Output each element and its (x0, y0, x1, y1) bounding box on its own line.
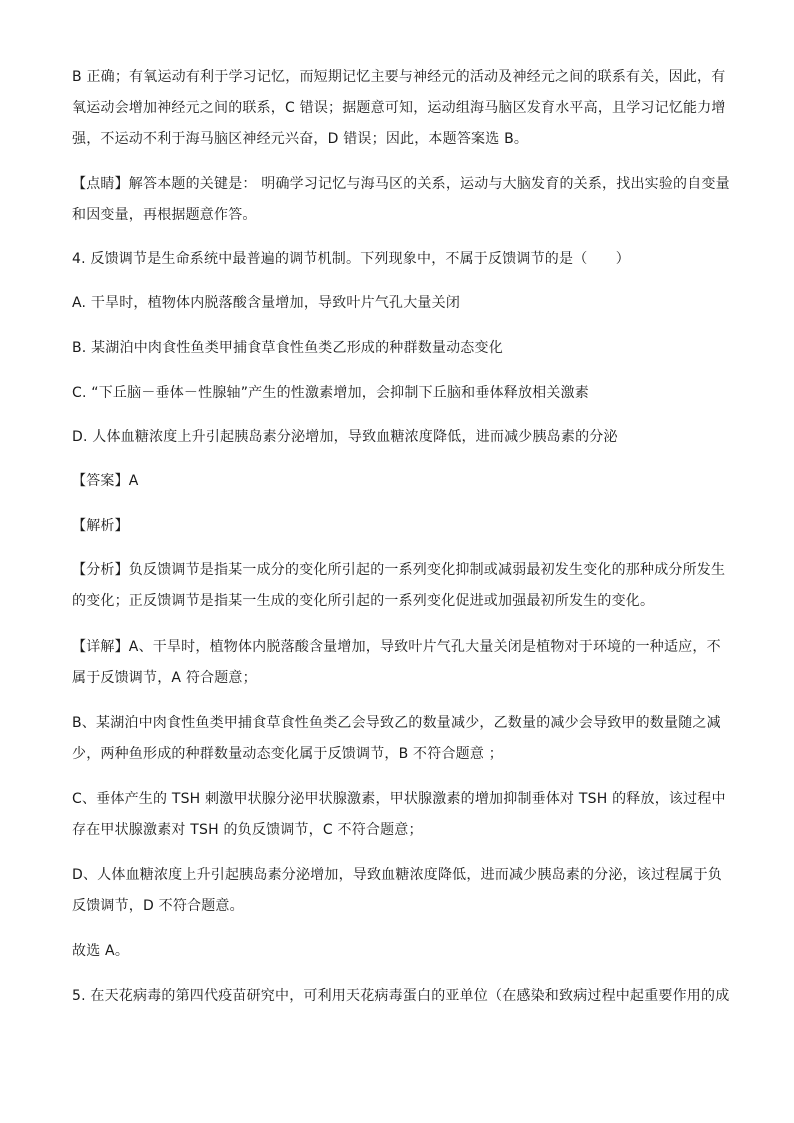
question-4-stem: 4. 反馈调节是生命系统中最普遍的调节机制。下列现象中，不属于反馈调节的是（ ） (72, 251, 631, 267)
text-line: D、人体血糖浓度上升引起胰岛素分泌增加，导致血糖浓度降低，进而减少胰岛素的分泌，该过程属于负 (72, 867, 722, 883)
paragraph-xiangjie-c (72, 784, 732, 846)
text-line: 少，两种鱼形成的种群数量动态变化属于反馈调节，B 不符合题意 ； (72, 746, 503, 762)
conclusion-line: 故选 A。 (72, 943, 130, 959)
paragraph-xiangjie-a (72, 632, 732, 694)
text-line: 氧运动会增加神经元之间的联系，C 错误；据题意可知，运动组海马脑区发育水平高，且学习记忆能力增 (72, 100, 726, 116)
text-line: 【点睛】解答本题的关键是： 明确学习记忆与海马区的关系，运动与大脑发育的关系，找出实验的自变量 (72, 176, 730, 192)
text-line: 反馈调节，D 不符合题意。 (72, 898, 244, 914)
question-5-stem: 5. 在天花病毒的第四代疫苗研究中，可利用天花病毒蛋白的亚单位（在感染和致病过程中起重要作用的成 (72, 988, 730, 1004)
text-line: 和因变量，再根据题意作答。 (72, 207, 257, 223)
text-line: 【分析】负反馈调节是指某一成分的变化所引起的一系列变化抑制或减弱最初发生变化的那种成分所发生 (72, 562, 726, 578)
text-line: 强，不运动不利于海马脑区神经元兴奋，D 错误；因此，本题答案选 B。 (72, 131, 529, 147)
text-line: 的变化；正反馈调节是指某一生成的变化所引起的一系列变化促进或加强最初所发生的变化。 (72, 593, 655, 609)
text-line: C、垂体产生的 TSH 刺激甲状腺分泌甲状腺激素，甲状腺激素的增加抑制垂体对 TSH 的释放，该过程中 (72, 791, 726, 807)
option-b: B. 某湖泊中肉食性鱼类甲捕食草食性鱼类乙形成的种群数量动态变化 (72, 340, 503, 356)
option-d: D. 人体血糖浓度上升引起胰岛素分泌增加，导致血糖浓度降低，进而减少胰岛素的分泌 (72, 429, 618, 445)
text-line: B、某湖泊中肉食性鱼类甲捕食草食性鱼类乙会导致乙的数量减少，乙数量的减少会导致甲的数量随之减 (72, 715, 721, 731)
text-line: 存在甲状腺激素对 TSH 的负反馈调节，C 不符合题意； (72, 822, 423, 838)
option-c: C. “下丘脑－垂体－性腺轴”产生的性激素增加，会抑制下丘脑和垂体释放相关激素 (72, 385, 589, 401)
paragraph-q3-continuation (72, 62, 732, 155)
answer-label: 【答案】A (72, 473, 139, 489)
option-a: A. 干旱时，植物体内脱落酸含量增加，导致叶片气孔大量关闭 (72, 295, 461, 311)
paragraph-xiangjie-d (72, 860, 732, 922)
text-line: 属于反馈调节，A 符合题意； (72, 670, 257, 686)
analysis-heading: 【解析】 (72, 518, 129, 534)
text-line: 【详解】A、干旱时，植物体内脱落酸含量增加，导致叶片气孔大量关闭是植物对于环境的一种适应，不 (72, 639, 721, 655)
paragraph-xiangjie-b (72, 708, 732, 770)
paragraph-dianjing (72, 169, 732, 231)
paragraph-fenxi (72, 555, 732, 617)
text-line: B 正确；有氧运动有利于学习记忆，而短期记忆主要与神经元的活动及神经元之间的联系有关，因此，有 (72, 69, 726, 85)
